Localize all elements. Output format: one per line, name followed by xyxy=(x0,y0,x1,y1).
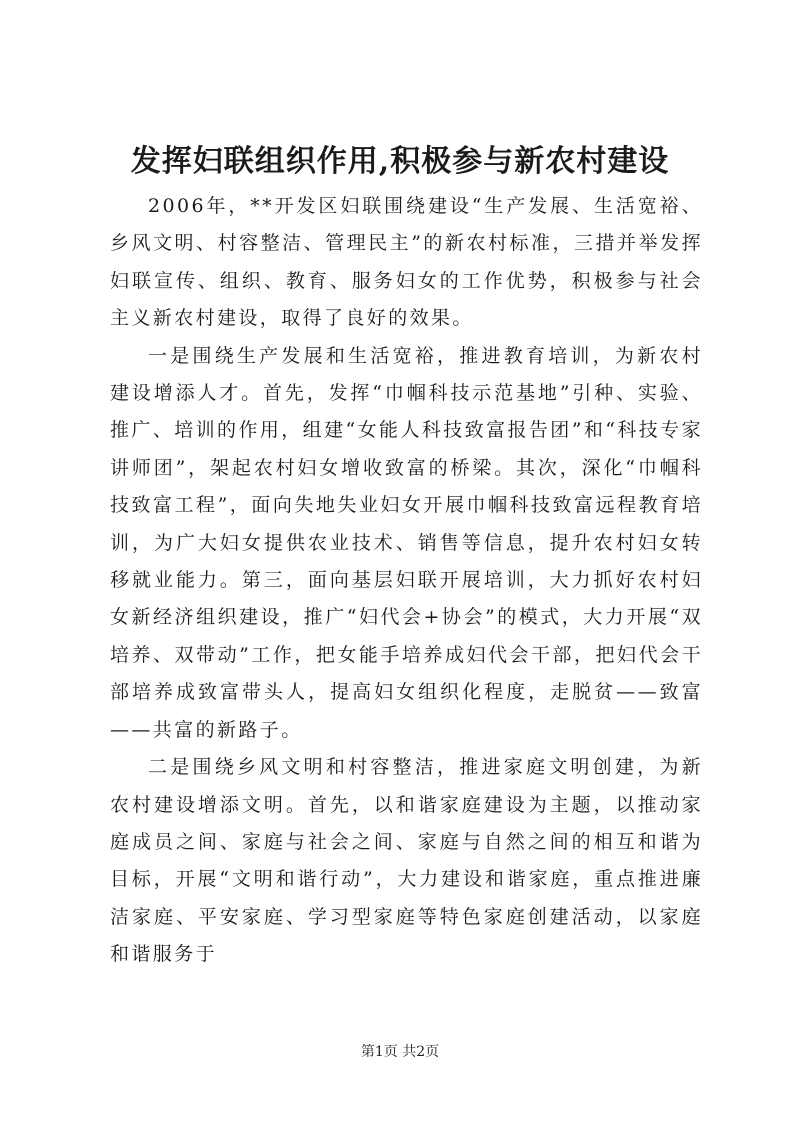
paragraph-point-one: 一是围绕生产发展和生活宽裕，推进教育培训，为新农村建设增添人才。首先，发挥“巾帼科技示范基地”引种、实验、推广、培训的作用，组建“女能人科技致富报告团”和“科技专家讲师团”，架起农村妇女增收致富的桥梁。其次，深化“巾帼科技致富工程”，面向失地失业妇女开展巾帼科技致富远程教育培训，为广大妇女提供农业技术、销售等信息，提升农村妇女转移就业能力。第三，面向基层妇联开展培训，大力抓好农村妇女新经济组织建设，推广“妇代会+协会”的模式，大力开展“双培养、双带动”工作，把女能手培养成妇代会干部，把妇代会干部培养成致富带头人，提高妇女组织化程度，走脱贫——致富——共富的新路子。 xyxy=(110,344,703,741)
document-body xyxy=(110,188,703,974)
paragraph-intro: 2006年，**开发区妇联围绕建设“生产发展、生活宽裕、乡风文明、村容整洁、管理民主”的新农村标准，三措并举发挥妇联宣传、组织、教育、服务妇女的工作优势，积极参与社会主义新农村建设，取得了良好的效果。 xyxy=(110,195,703,330)
document-title: 发挥妇联组织作用,积极参与新农村建设 xyxy=(130,144,670,179)
paragraph-point-two: 二是围绕乡风文明和村容整洁，推进家庭文明创建，为新农村建设增添文明。首先，以和谐家庭建设为主题，以推动家庭成员之间、家庭与社会之间、家庭与自然之间的相互和谐为目标，开展“文明和谐行动”，大力建设和谐家庭，重点推进廉洁家庭、平安家庭、学习型家庭等特色家庭创建活动，以家庭和谐服务于 xyxy=(110,756,703,966)
page-footer: 第1页 共2页 xyxy=(360,1044,440,1060)
